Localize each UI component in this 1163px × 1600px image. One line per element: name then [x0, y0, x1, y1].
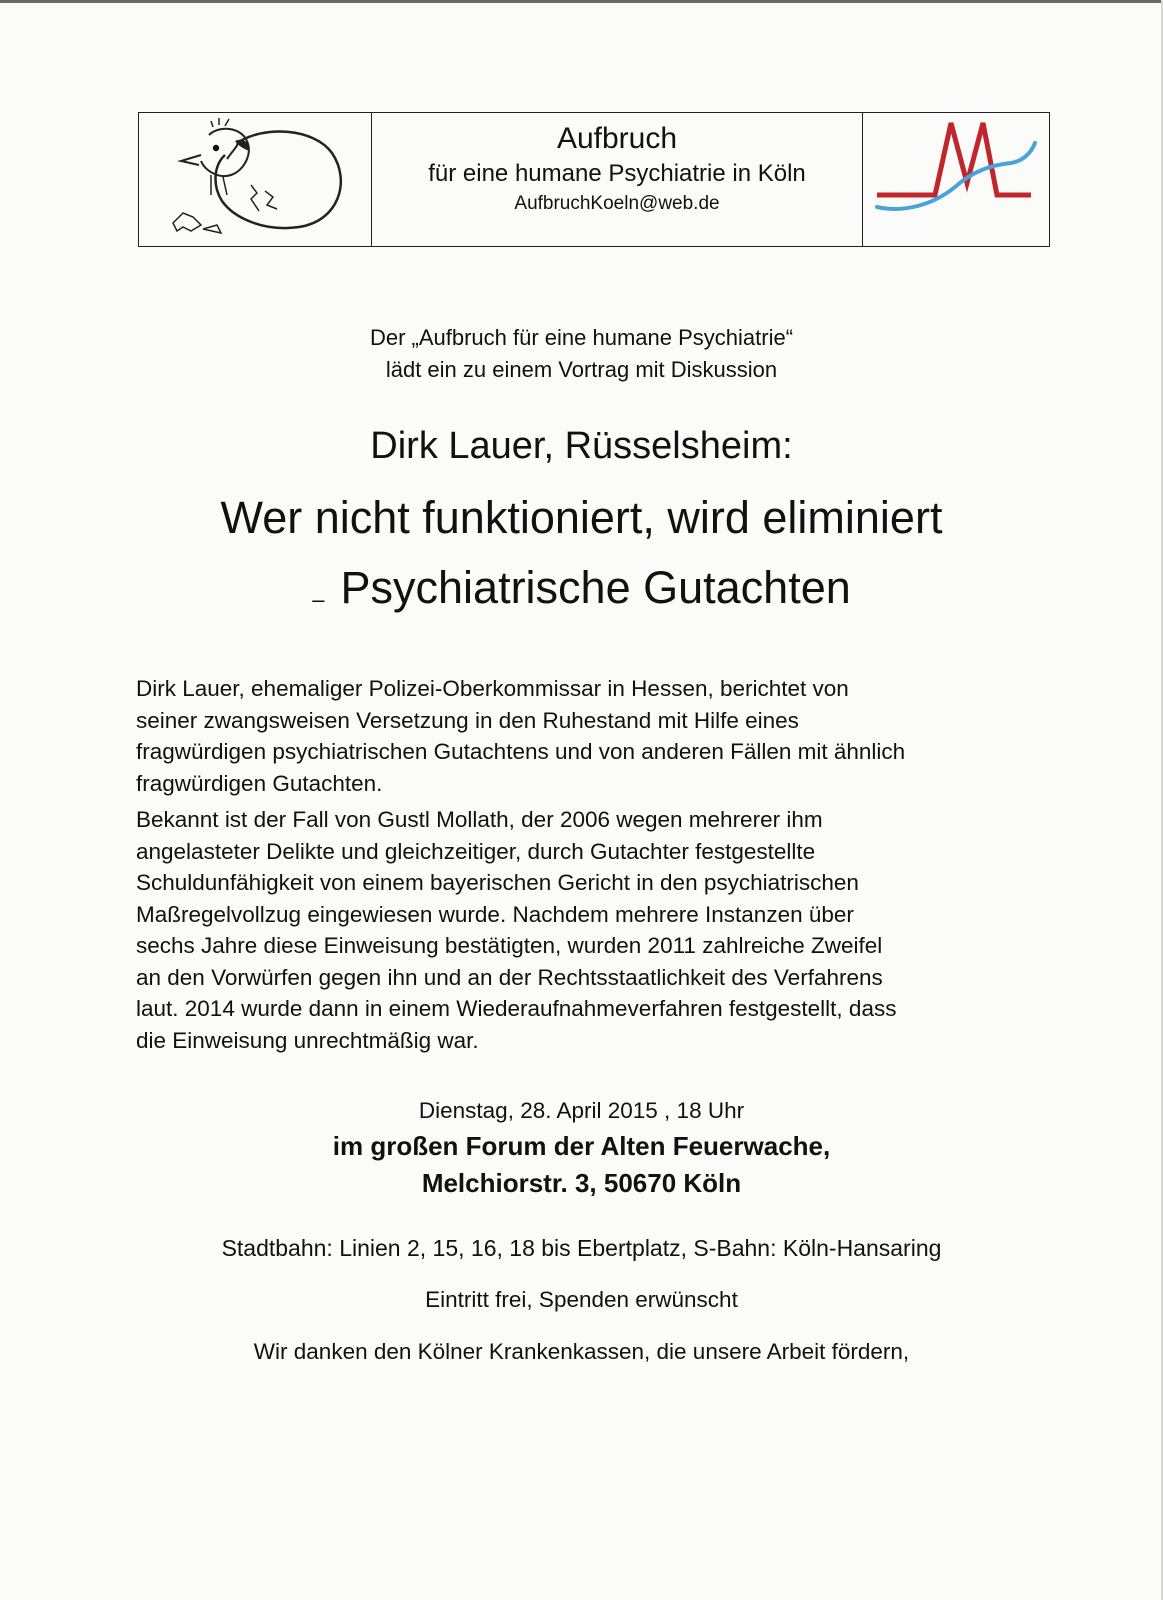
speaker: Dirk Lauer, Rüsselsheim: [370, 425, 793, 467]
hatching-chick-icon [139, 113, 369, 246]
letterhead [138, 112, 1050, 247]
talk-subtitle-line [0, 560, 1163, 628]
description-paragraph-2 [136, 804, 1051, 1056]
subtitle-dash: – [312, 587, 325, 612]
entry-info: Eintritt frei, Spenden erwünscht [425, 1287, 738, 1312]
text-line: fragwürdigen Gutachten. [136, 770, 383, 796]
text-line: Dirk Lauer, ehemaliger Polizei-Oberkommissar in Hessen, berichtet von [136, 676, 849, 701]
text-line: die Einweisung unrechtmäßig war. [136, 1027, 479, 1053]
text-line: angelasteter Delikte und gleichzeitiger, durch Gutachter festgestellte [136, 838, 816, 864]
text-line: laut. 2014 wurde dann in einem Wiederaufnahmeverfahren festgestellt, dass [136, 996, 897, 1021]
text-line: Maßregelvollzug eingewiesen wurde. Nachdem mehrere Instanzen über [136, 901, 854, 927]
text-line: sechs Jahre diese Einweisung bestätigten, wurden 2011 zahlreiche Zweifel [136, 933, 883, 958]
intro-line: Der „Aufbruch für eine humane Psychiatrie“ [369, 325, 794, 350]
intro [0, 322, 1163, 386]
talk-subtitle: Psychiatrische Gutachten [340, 562, 851, 613]
event-address: Melchiorstr. 3, 50670 Köln [421, 1168, 742, 1198]
transport-info: Stadtbahn: Linien 2, 15, 16, 18 bis Ebertplatz, S-Bahn: Köln-Hansaring [221, 1235, 942, 1261]
intro-line: lädt ein zu einem Vortrag mit Diskussion [385, 357, 778, 382]
description-paragraph-1 [136, 673, 1051, 799]
text-line: Bekannt ist der Fall von Gustl Mollath, der 2006 wegen mehrerer ihm [136, 807, 823, 832]
text-line: fragwürdigen psychiatrischen Gutachtens und von anderen Fällen mit ähnlich [136, 739, 906, 764]
talk-title: Wer nicht funktioniert, wird eliminiert [220, 492, 943, 543]
org-subtitle: für eine humane Psychiatrie in Köln [428, 160, 806, 187]
text-line: an den Vorwürfen gegen ihn und an der Rechtsstaatlichkeit des Verfahrens [136, 964, 883, 990]
thanks-note: Wir danken den Kölner Krankenkassen, die unsere Arbeit fördern, [253, 1339, 910, 1364]
event-date: Dienstag, 28. April 2015 , 18 Uhr [418, 1098, 745, 1123]
logo-cell-left [139, 113, 372, 246]
logo-cell-right [863, 113, 1049, 246]
scan-edge [0, 0, 1163, 3]
org-name: Aufbruch [556, 122, 678, 155]
event-venue: im großen Forum der Alten Feuerwache, [332, 1131, 831, 1161]
text-line: Schuldunfähigkeit von einem bayerischen Gericht in den psychiatrischen [136, 870, 859, 895]
text-line: seiner zwangsweisen Versetzung in den Ruhestand mit Hilfe eines [136, 707, 799, 733]
org-email: AufbruchKoeln@web.de [514, 193, 720, 214]
cologne-cathedral-rhine-icon [863, 113, 1047, 246]
org-info-cell [372, 113, 863, 246]
